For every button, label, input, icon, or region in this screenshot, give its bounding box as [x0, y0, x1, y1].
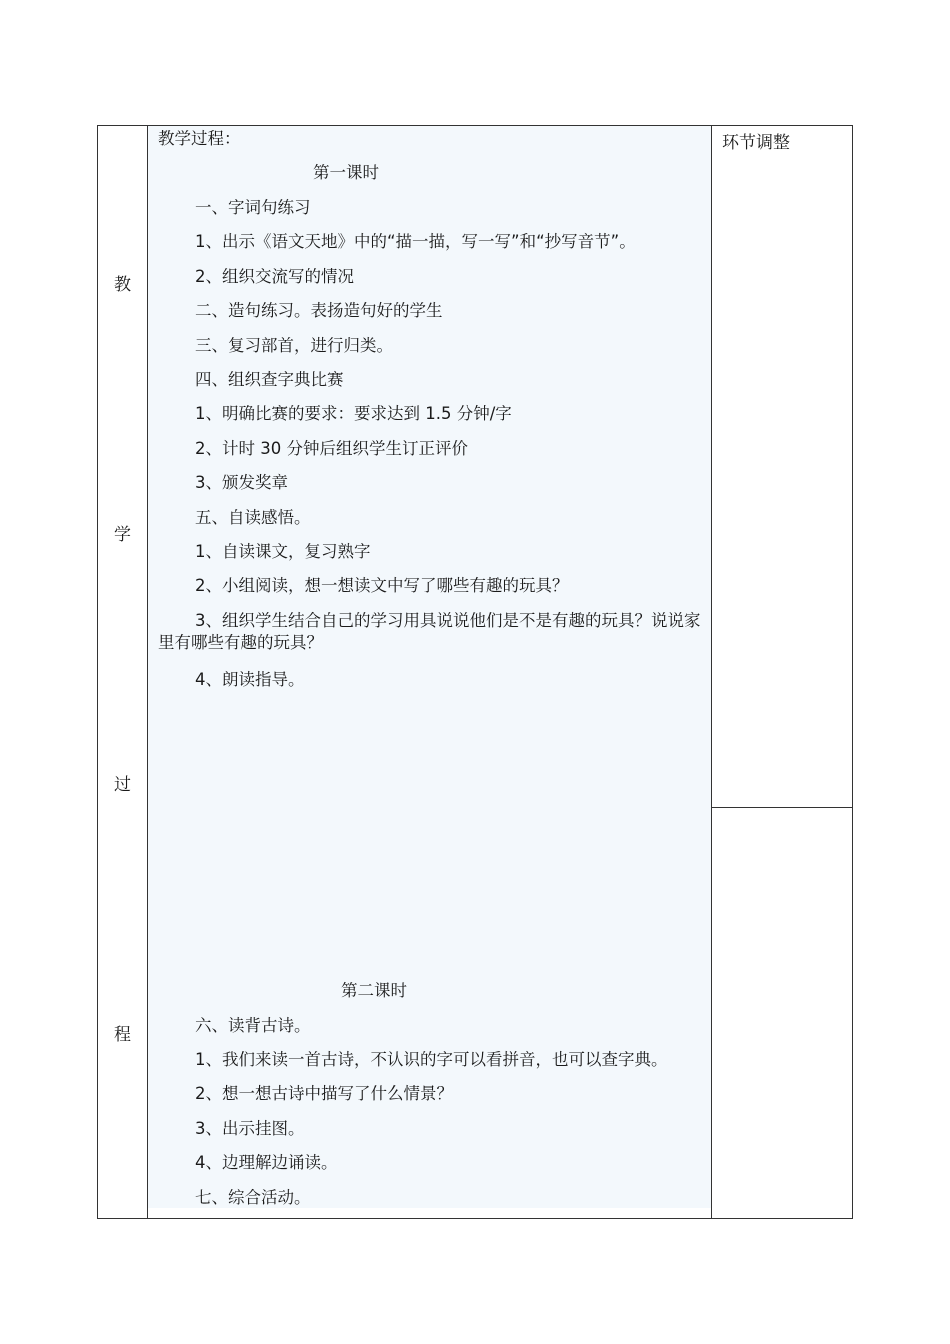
content-line: 四、组织查字典比赛 [195, 370, 344, 389]
teaching-process-cell [148, 126, 711, 1208]
content-line: 3、颁发奖章 [195, 473, 288, 492]
lesson-plan-table [97, 125, 853, 1219]
content-line: 六、读背古诗。 [195, 1016, 311, 1035]
content-line: 1、我们来读一首古诗，不认识的字可以看拼音，也可以查字典。 [195, 1050, 668, 1069]
row-label-char: 程 [114, 1025, 131, 1045]
content-line: 1、明确比赛的要求：要求达到 1.5 分钟/字 [195, 404, 512, 423]
content-line: 2、小组阅读，想一想读文中写了哪些有趣的玩具？ [195, 576, 569, 595]
content-line: 三、复习部首，进行归类。 [195, 336, 393, 355]
lesson-one-title: 第一课时 [313, 163, 379, 182]
content-line: 1、出示《语文天地》中的“描一描，写一写”和“抄写音节”。 [195, 232, 636, 251]
lesson-two-title: 第二课时 [341, 981, 407, 1000]
content-line: 七、综合活动。 [195, 1188, 311, 1207]
row-label-char: 过 [114, 775, 131, 795]
row-label-char: 学 [114, 525, 131, 545]
section-heading: 教学过程： [158, 129, 241, 148]
content-paragraph: 3、组织学生结合自己的学习用具说说他们是不是有趣的玩具？说说家里有哪些有趣的玩具？ [158, 611, 701, 652]
content-line: 一、字词句练习 [195, 198, 311, 217]
content-line: 五、自读感悟。 [195, 508, 311, 527]
adjustment-header: 环节调整 [722, 133, 790, 153]
row-label-char: 教 [114, 275, 131, 295]
content-line: 2、计时 30 分钟后组织学生订正评价 [195, 439, 468, 458]
content-line: 4、朗读指导。 [195, 670, 305, 689]
content-line: 2、组织交流写的情况 [195, 267, 354, 286]
content-line: 4、边理解边诵读。 [195, 1153, 338, 1172]
column-divider [147, 126, 148, 1218]
content-line: 2、想一想古诗中描写了什么情景？ [195, 1084, 453, 1103]
content-line: 3、出示挂图。 [195, 1119, 305, 1138]
column-divider [711, 126, 712, 1218]
content-line: 1、自读课文，复习熟字 [195, 542, 371, 561]
row-divider [711, 807, 852, 808]
content-line: 二、造句练习。表扬造句好的学生 [195, 301, 443, 320]
